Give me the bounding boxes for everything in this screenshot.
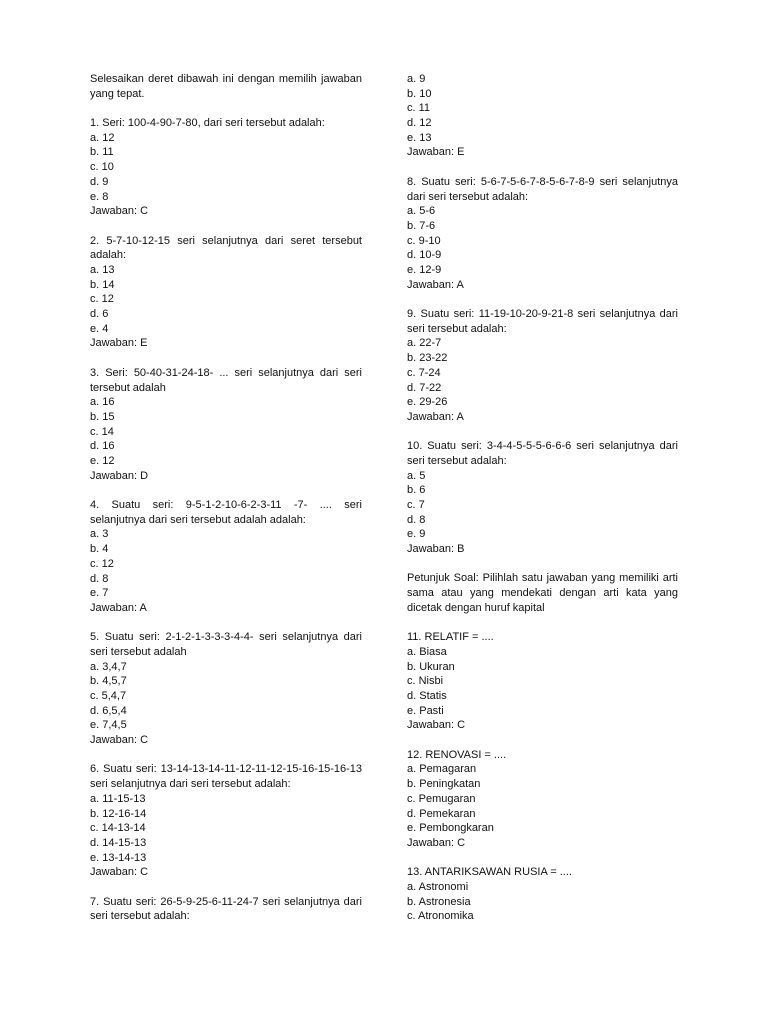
option: c. 11: [407, 102, 431, 115]
option: a. Pemagaran: [407, 763, 477, 776]
option: c. 10: [90, 161, 114, 174]
option: e. Pembongkaran: [407, 822, 494, 835]
option: d. 8: [407, 513, 426, 526]
option: c. 7-24: [407, 366, 441, 379]
question-text: 13. ANTARIKSAWAN RUSIA = ....: [407, 866, 572, 879]
question-9: [407, 307, 678, 425]
option: b. 10: [407, 87, 432, 100]
option: d. 7-22: [407, 381, 442, 394]
option: a. 12: [90, 131, 115, 144]
option: e. 13-14-13: [90, 851, 147, 864]
option: e. 4: [90, 322, 109, 335]
option: b. 14: [90, 278, 115, 291]
option: b. 6: [407, 484, 426, 497]
option: e. 29-26: [407, 396, 448, 409]
option: c. 7: [407, 499, 425, 512]
answer: Jawaban: C: [90, 734, 149, 747]
option: e. Pasti: [407, 704, 444, 717]
question-3: [90, 366, 362, 484]
option: b. Peningkatan: [407, 778, 481, 791]
option: d. 16: [90, 440, 115, 453]
option: e. 7,4,5: [90, 719, 127, 732]
option: a. Biasa: [407, 645, 447, 658]
option: e. 7: [90, 587, 109, 600]
instructions-block: [407, 571, 678, 615]
question-11: [407, 630, 678, 733]
option: e. 12: [90, 454, 115, 467]
question-12: [407, 748, 678, 851]
question-7: [90, 895, 362, 924]
option: d. 6,5,4: [90, 704, 127, 717]
option: e. 13: [407, 131, 432, 144]
option: a. 16: [90, 396, 115, 409]
question-1: [90, 116, 362, 219]
question-text: 6. Suatu seri: 13-14-13-14-11-12-11-12-15-16-15-16-13 seri selanjutnya dari seri tersebut adalah:: [90, 763, 362, 791]
option: e. 12-9: [407, 263, 442, 276]
answer: Jawaban: B: [407, 543, 465, 556]
option: b. 12-16-14: [90, 807, 147, 820]
option: b. 4,5,7: [90, 675, 127, 688]
option: d. 6: [90, 308, 109, 321]
instructions-text: Petunjuk Soal: Pilihlah satu jawaban yang memiliki arti sama atau yang mendekati dengan arti kata yang dicetak dengan huruf kapital: [407, 572, 678, 614]
option: a. 9: [407, 73, 426, 85]
option: c. 9-10: [407, 234, 441, 247]
option: c. 5,4,7: [90, 690, 127, 703]
question-text: 4. Suatu seri: 9-5-1-2-10-6-2-3-11 -7- .... seri selanjutnya dari seri tersebut adalah adalah:: [90, 499, 362, 526]
option: d. 8: [90, 572, 109, 585]
answer: Jawaban: C: [90, 866, 149, 879]
option: c. Pemugaran: [407, 792, 476, 805]
question-7-continued: [407, 72, 678, 160]
answer: Jawaban: E: [407, 146, 465, 159]
question-10: [407, 439, 678, 557]
question-text: 2. 5-7-10-12-15 seri selanjutnya dari seret tersebut adalah:: [90, 234, 362, 262]
question-8: [407, 175, 678, 293]
answer: Jawaban: A: [90, 601, 147, 614]
question-text: 5. Suatu seri: 2-1-2-1-3-3-3-4-4- seri selanjutnya dari seri tersebut adalah: [90, 631, 362, 658]
option: a. Astronomi: [407, 880, 469, 893]
question-text: 9. Suatu seri: 11-19-10-20-9-21-8 seri selanjutnya dari seri tersebut adalah:: [407, 308, 678, 335]
question-text: 1. Seri: 100-4-90-7-80, dari seri tersebut adalah:: [90, 117, 325, 130]
question-2: [90, 234, 362, 352]
option: c. Atronomika: [407, 910, 474, 923]
option: d. 10-9: [407, 249, 442, 262]
answer: Jawaban: C: [90, 205, 149, 218]
intro-text: Selesaikan deret dibawah ini dengan memilih jawaban yang tepat.: [90, 73, 362, 100]
option: c. 12: [90, 557, 114, 570]
option: b. Astronesia: [407, 895, 471, 908]
option: a. 22-7: [407, 337, 442, 350]
option: a. 3: [90, 528, 109, 541]
answer: Jawaban: C: [407, 719, 466, 732]
option: d. Statis: [407, 690, 447, 703]
option: a. 11-15-13: [90, 792, 146, 805]
option: e. 9: [407, 528, 426, 541]
option: c. 14-13-14: [90, 822, 146, 835]
option: a. 3,4,7: [90, 660, 127, 673]
option: a. 5-6: [407, 205, 436, 218]
option: a. 5: [407, 469, 426, 482]
question-text: 12. RENOVASI = ....: [407, 748, 507, 761]
question-4: [90, 498, 362, 616]
question-text: 7. Suatu seri: 26-5-9-25-6-11-24-7 seri selanjutnya dari seri tersebut adalah:: [90, 895, 362, 923]
option: b. 23-22: [407, 352, 448, 365]
right-column: [407, 72, 678, 924]
option: d. Pemekaran: [407, 807, 476, 820]
option: d. 14-15-13: [90, 836, 147, 849]
option: a. 13: [90, 264, 115, 276]
answer: Jawaban: C: [407, 836, 466, 849]
option: c. 12: [90, 293, 114, 306]
intro-block: [90, 72, 362, 101]
option: b. Ukuran: [407, 660, 455, 673]
answer: Jawaban: A: [407, 278, 464, 291]
option: b. 7-6: [407, 219, 436, 232]
question-13: [407, 865, 678, 924]
option: c. 14: [90, 425, 114, 438]
option: b. 4: [90, 543, 109, 556]
left-column: [90, 72, 362, 924]
option: e. 8: [90, 190, 109, 203]
question-6: [90, 762, 362, 880]
question-text: 8. Suatu seri: 5-6-7-5-6-7-8-5-6-7-8-9 seri selanjutnya dari seri tersebut adalah:: [407, 175, 678, 203]
question-text: 11. RELATIF = ....: [407, 631, 494, 644]
option: b. 11: [90, 146, 114, 159]
answer: Jawaban: E: [90, 337, 148, 350]
option: d. 12: [407, 117, 432, 130]
option: d. 9: [90, 175, 109, 188]
question-5: [90, 630, 362, 748]
question-text: 10. Suatu seri: 3-4-4-5-5-5-6-6-6 seri selanjutnya dari seri tersebut adalah:: [407, 440, 678, 467]
answer: Jawaban: A: [407, 410, 464, 423]
answer: Jawaban: D: [90, 469, 149, 482]
question-text: 3. Seri: 50-40-31-24-18- ... seri selanjutnya dari seri tersebut adalah: [90, 366, 362, 394]
option: b. 15: [90, 410, 115, 423]
option: c. Nisbi: [407, 675, 444, 688]
